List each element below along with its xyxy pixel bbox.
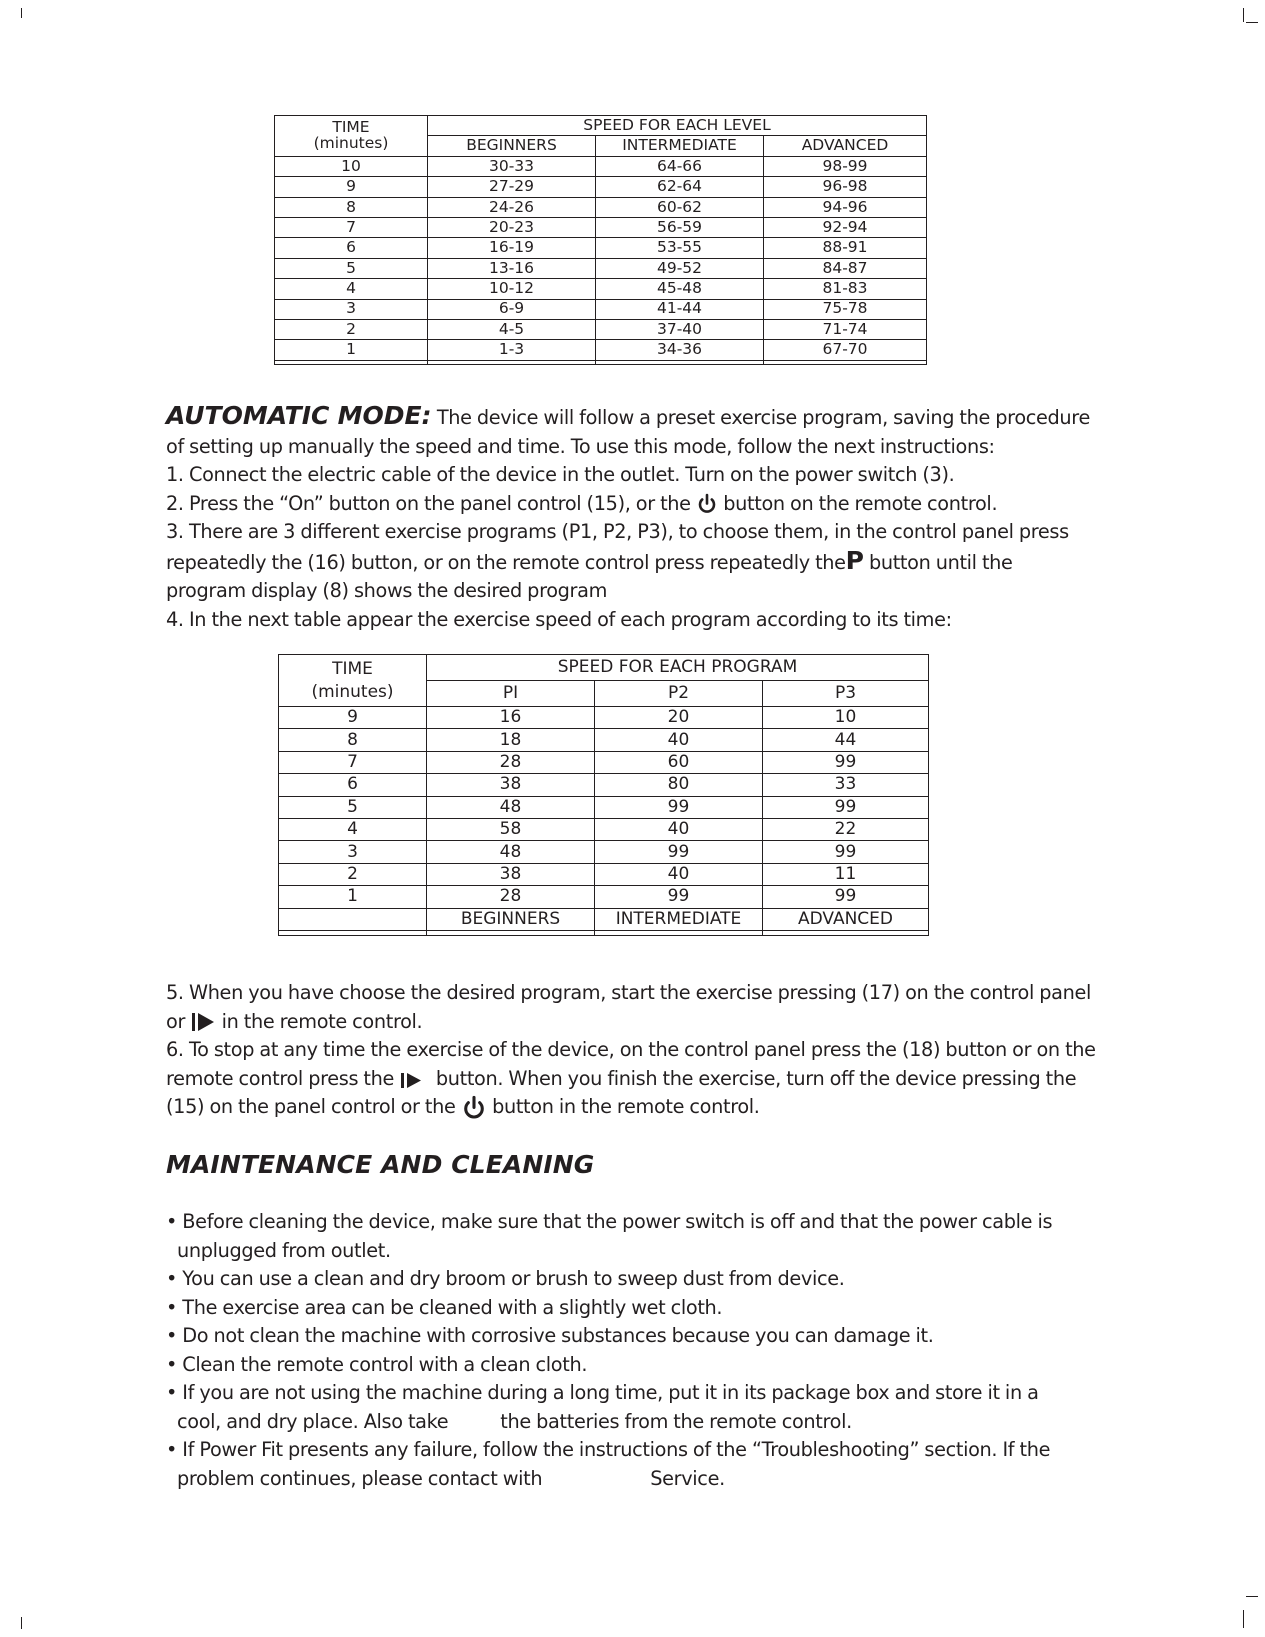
column-header: PI: [427, 681, 595, 707]
table-footer-row: BEGINNERS INTERMEDIATE ADVANCED: [279, 908, 929, 930]
table-row: 3 6-9 41-44 75-78: [275, 299, 927, 319]
table-row: 6 38 80 33: [279, 774, 929, 796]
table-row: 2 38 40 11: [279, 863, 929, 885]
time-header: TIME (minutes): [279, 655, 427, 707]
table-row: 4 58 40 22: [279, 818, 929, 840]
table-row: 9 16 20 10: [279, 707, 929, 729]
column-header: ADVANCED: [764, 136, 927, 156]
list-item-cont: unplugged from outlet.: [177, 1238, 391, 1262]
list-item-cont: problem continues, please contact with Service.: [177, 1466, 725, 1490]
crop-mark: [21, 1617, 22, 1629]
table-row: 10 30-33 64-66 98-99: [275, 156, 927, 176]
time-header: TIME (minutes): [275, 116, 428, 157]
column-header: BEGINNERS: [428, 136, 596, 156]
maintenance-heading: MAINTENANCE AND CLEANING: [166, 1150, 595, 1179]
table-row: 6 16-19 53-55 88-91: [275, 238, 927, 258]
list-item: • Clean the remote control with a clean cloth.: [166, 1352, 588, 1376]
table-row: 7 20-23 56-59 92-94: [275, 217, 927, 237]
list-item: • The exercise area can be cleaned with a slightly wet cloth.: [166, 1295, 723, 1319]
table-row: 4 10-12 45-48 81-83: [275, 279, 927, 299]
column-header: P2: [595, 681, 763, 707]
program-p-icon: P: [845, 545, 864, 575]
table-row: 5 13-16 49-52 84-87: [275, 258, 927, 278]
table-row: 9 27-29 62-64 96-98: [275, 177, 927, 197]
crop-mark: [1243, 8, 1244, 22]
column-header: INTERMEDIATE: [596, 136, 764, 156]
table-row: 8 24-26 60-62 94-96: [275, 197, 927, 217]
crop-mark: [1246, 1596, 1258, 1597]
table-row: 1 1-3 34-36 67-70: [275, 340, 927, 360]
automatic-mode-title: AUTOMATIC MODE:: [166, 401, 432, 430]
list-item: • Do not clean the machine with corrosive substances because you can damage it.: [166, 1324, 934, 1347]
play-pause-icon: [399, 1069, 425, 1089]
speed-level-header: SPEED FOR EACH LEVEL: [428, 116, 927, 136]
table-row: 1 28 99 99: [279, 886, 929, 908]
table-row-spacer: [275, 360, 927, 364]
speed-program-header: SPEED FOR EACH PROGRAM: [427, 655, 929, 681]
table-row-spacer: [279, 930, 929, 935]
speed-level-table: [274, 115, 927, 365]
list-item: • If you are not using the machine during a long time, put it in its package box and store it in a: [166, 1381, 1039, 1404]
power-icon: [461, 1095, 487, 1121]
play-pause-icon: [190, 1011, 216, 1033]
table-row: 5 48 99 99: [279, 796, 929, 818]
list-item: • If Power Fit presents any failure, follow the instructions of the “Troubleshooting” section. If the: [166, 1438, 1051, 1461]
table-row: 2 4-5 37-40 71-74: [275, 319, 927, 339]
program-steps-section: 5. When you have choose the desired program, start the exercise pressing (17) on the control panel or in the remote control. 6. To stop at any time the exercise of the device, on the control panel press the (18) button or on the remote control press the button. When you finish the exercise, turn off the device pressing the (15) on the panel control or the button in the remote control.: [166, 979, 1146, 1122]
crop-mark: [1243, 1610, 1244, 1628]
automatic-mode-section: AUTOMATIC MODE: The device will follow a preset exercise program, saving the procedure of setting up manually the speed and time. To use this mode, follow the next instructions: 1. Connect the electric cable of the device in the outlet. Turn on the power switch (3). 2. Press the “On” button on the panel control (15), or the button on the remote control. 3. There are 3 different exercise programs (P1, P2, P3), to choose them, in the control panel press repeatedly the (16) button, or on the remote control press repeatedly theP button until the program display (8) shows the desired program 4. In the next table appear the exercise speed of each program according to its time:: [166, 401, 1090, 631]
table-row: 7 28 60 99: [279, 751, 929, 773]
table-row: 3 48 99 99: [279, 841, 929, 863]
power-icon: [696, 493, 718, 515]
speed-program-table: [278, 654, 929, 936]
crop-mark: [21, 8, 22, 18]
maintenance-list: [166, 1208, 1146, 1493]
list-item: • Before cleaning the device, make sure that the power switch is off and that the power cable is: [166, 1210, 1053, 1233]
crop-mark: [1246, 22, 1258, 23]
list-item-cont: cool, and dry place. Also take the batteries from the remote control.: [177, 1409, 852, 1433]
list-item: • You can use a clean and dry broom or brush to sweep dust from device.: [166, 1267, 845, 1290]
column-header: P3: [763, 681, 929, 707]
table-row: 8 18 40 44: [279, 729, 929, 751]
